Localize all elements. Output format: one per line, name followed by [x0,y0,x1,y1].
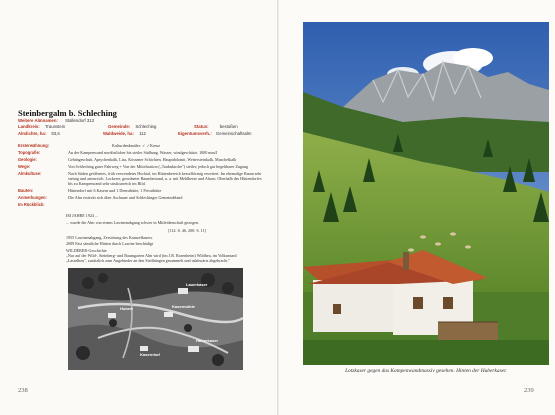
info-row-key: Im Rückblick: [18,201,45,207]
info-row [18,171,263,187]
info-row [18,157,263,162]
meta-waldweide-label: Waldweide, ha: [103,131,134,136]
meta-status-value: bestoßen [219,124,238,129]
info-row-key: Anmerkungen: [18,194,47,200]
info-row [18,164,263,169]
info-row-value: Hüttendorf mit 6 Kasern und 1 Dienstbütte, 1 Privathütte [68,188,162,194]
info-row-key: Topografie: [18,149,41,155]
info-row [18,143,263,148]
info-row-value [68,202,263,207]
meta-weitere-label: Weitere Almnamen: [18,118,58,123]
note-line: ... wurde die Alm von einem Lawinenabgang schwer in Mitleidenschaft gezogen. [66,220,200,226]
info-row-key: Wege: [18,163,31,169]
info-row-key: Geologie: [18,156,37,162]
info-row-key: Almkultuse: [18,170,42,176]
entry-title: Steinbergalm b. Schleching [18,108,117,118]
meta-eigentum-value: Gemeinschaftsalm [215,131,252,136]
meta-almlichte-value: 83,6 [51,131,60,136]
info-row-value: Nach Süden geöffnetes, früh verwendetes Hochtal, im Hüttenbereich kesselförmig erweitert. Im ehemalige Raum sehr steinig und artenreich. Lockerer, geordneter Baumbestand, u. a. mit Mehlbeere und Ahorn. Oberhalb des Hüttendorfes bis zu Kampenwand sehr strukturreich im Bild. [68,170,262,187]
note-reference: [112: S. 46, 200: S. 11] [168,227,206,233]
info-rows [18,143,263,209]
meta-gemeinde-value: Schleching [135,124,157,129]
photo-label-e: Kasernhof [140,352,160,357]
meta-waldweide-value: 112 [139,131,146,136]
info-row [18,202,263,207]
meta-gemeinde [108,124,156,130]
meta-eigentum-label: Eigentumsverh.: [178,131,212,136]
note-line: IM JAHRE 1924 ... [66,213,99,218]
info-row-value: Von Schleching guter Fahrweg + Von der Mittelstation („Taubnkirche") steiler, jedoch gut begehbarer Zugang [68,163,248,169]
info-row-value: Die Alm ersteckt sich über Aschauer und Schlechinger Gemeindeland [68,194,183,200]
info-row [18,188,263,193]
info-row-key: Bauten: [18,188,34,194]
alpine-hut-photo [303,22,549,365]
meta-status-label: Status: [194,124,209,129]
photo-label-a: Lauerkaser [186,282,208,287]
note-line: WILDERER-Geschichte [66,248,107,254]
historic-aerial-photo [68,268,243,370]
alpine-hut-photo-image [303,22,549,365]
meta-status [194,124,238,130]
info-row [18,150,263,155]
meta-almlichte [18,131,60,137]
info-row [18,195,263,200]
meta-landkreis-value: Traunstein [44,124,66,129]
photo-label-d: Huberkaser [196,338,219,343]
meta-eigentum [178,131,251,137]
info-row-key: Ersterwähnung: [18,143,50,148]
photo-label-b: Kasermühle [172,304,195,309]
info-row-value: Gehängeschutt, Aptychenkalk, Lias, Kössener Schichten, Hauptdolomit, Wettersteinkalk, Muschelkalk [68,156,237,162]
meta-landkreis-label: Landkreis: [18,124,40,129]
info-row-value: An der Kampenwand nordöstlicher bis steiler Südhang. Wasser, windgeschützt. 1000 mm/J [68,149,218,155]
meta-landkreis [18,124,65,130]
page-number-right: 239 [524,387,534,394]
meta-almlichte-label: Almlichte, ha: [18,131,47,136]
meta-weitere [18,118,94,124]
history-notes [66,213,246,266]
note-line: 1955 Lawinenabgang, Zerstörung des Kranzelkasers. [66,235,154,241]
photo-caption: Lotzkaser gegen das Kampenwandmassiv gesehen. Hinten der Huberkaser. [345,368,507,374]
info-row-value: Kulturdenkmäler: ✓ ✓Kreuz [112,143,161,148]
meta-gemeinde-label: Gemeinde: [108,124,131,129]
note-line: 2009 Fast sämtliche Hütten durch Lawine beschädigt [66,240,154,246]
page-number-left: 238 [18,387,28,394]
meta-weitere-value: Stallendorf 313 [65,118,94,123]
note-quote: „Nur auf der Wild-, Steinberg- und Baumgarten Alm wird (im J.R. Rosenheim) Wildheu, im Volksmund „Lasselheu", zusätzlich zum Angebinder an den Steilhängen gesammelt und talabwärts abgebracht." [66,253,237,264]
meta-waldweide [103,131,146,137]
photo-label-c: Hubert [120,306,133,311]
